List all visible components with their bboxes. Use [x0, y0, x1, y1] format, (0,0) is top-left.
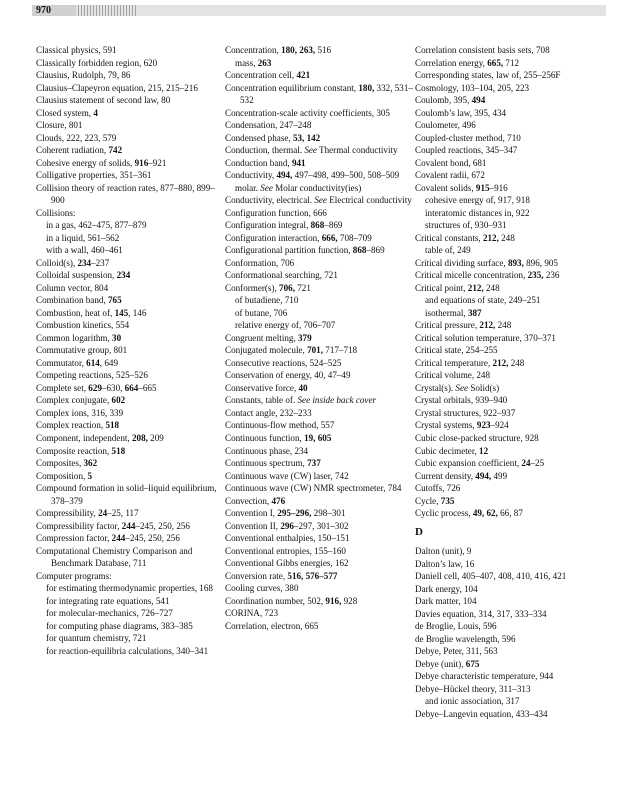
- index-entry: Debye–Langevin equation, 433–434: [415, 708, 548, 719]
- index-entry: Clouds, 222, 223, 579: [36, 132, 117, 143]
- index-entry: Dark matter, 104: [415, 596, 477, 607]
- index-entry: Covalent radii, 672: [415, 170, 485, 181]
- index-entry: Compressibility factor, 244–245, 250, 256: [36, 520, 190, 531]
- index-entry: Conduction band, 941: [225, 157, 306, 168]
- index-entry: Convention I, 295–296, 298–301: [225, 508, 346, 519]
- index-column-1: [36, 44, 222, 657]
- index-entry: Continuous wave (CW) laser, 742: [225, 470, 349, 481]
- index-entry: Critical volume, 248: [415, 370, 491, 381]
- index-entry: Coherent radiation, 742: [36, 145, 123, 156]
- index-entry: Daniell cell, 405–407, 408, 410, 416, 421: [415, 571, 567, 582]
- index-entry: Crystal orbitals, 939–940: [415, 395, 508, 406]
- index-entry: Crystal structures, 922–937: [415, 407, 516, 418]
- index-entry: Critical pressure, 212, 248: [415, 320, 512, 331]
- index-entry: Condensed phase, 53, 142: [225, 132, 321, 143]
- index-entry: Concentration equilibrium constant, 180, 332, 531–532: [225, 82, 413, 106]
- index-entry: Dalton’s law, 16: [415, 558, 475, 569]
- index-entry: Convection, 476: [225, 495, 286, 506]
- index-entry: Dark energy, 104: [415, 583, 478, 594]
- index-entry: Continuous function, 19, 605: [225, 432, 332, 443]
- index-entry: Complex reaction, 518: [36, 420, 120, 431]
- index-entry: Classically forbidden region, 620: [36, 57, 158, 68]
- index-entry: Conservative force, 40: [225, 382, 308, 393]
- index-entry: Concentration cell, 421: [225, 70, 311, 81]
- index-entry: Conventional entropies, 155–160: [225, 545, 346, 556]
- index-entry: Cooling curves, 380: [225, 583, 299, 594]
- index-entry: Critical state, 254–255: [415, 345, 498, 356]
- index-entry: Corresponding states, law of, 255–256F: [415, 70, 561, 81]
- index-entry: Collisions:: [36, 207, 76, 218]
- index-entry: Correlation consistent basis sets, 708: [415, 45, 550, 55]
- index-entry: Cyclic process, 49, 62, 66, 87: [415, 508, 523, 519]
- index-entry: Closure, 801: [36, 120, 83, 131]
- index-entry: Configuration integral, 868–869: [225, 220, 343, 231]
- index-entry: Coulomb, 395, 494: [415, 95, 486, 106]
- index-subentry: in a gas, 462–475, 877–879: [46, 220, 147, 231]
- index-entry: Conductivity, 494, 497–498, 499–500, 508–509: [225, 170, 400, 181]
- index-entry: Composite reaction, 518: [36, 445, 126, 456]
- index-subentry: isothermal, 387: [425, 307, 482, 318]
- index-entry: Combustion, heat of, 145, 146: [36, 307, 147, 318]
- index-entry: Correlation energy, 665, 712: [415, 57, 520, 68]
- index-entry: Colloid(s), 234–237: [36, 257, 110, 268]
- index-entry: Combination band, 765: [36, 295, 122, 306]
- index-entry: Conduction, thermal. See Thermal conductivity: [225, 145, 398, 156]
- index-entry: Cubic close-packed structure, 928: [415, 432, 539, 443]
- index-subentry: cohesive energy of, 917, 918: [425, 195, 530, 206]
- index-entry: Classical physics, 591: [36, 45, 117, 55]
- index-entry: Compressibility, 24–25, 117: [36, 508, 139, 519]
- index-entry: Complete set, 629–630, 664–665: [36, 382, 157, 393]
- index-entry: Conformer(s), 706, 721: [225, 282, 311, 293]
- index-entry: Coulometer, 496: [415, 120, 476, 131]
- index-entry: de Broglie wavelength, 596: [415, 633, 516, 644]
- index-entry: Continuous wave (CW) NMR spectrometer, 784: [225, 483, 402, 494]
- index-subentry: for molecular-mechanics, 726–727: [46, 608, 173, 619]
- index-entry: Debye–Hückel theory, 311–313: [415, 683, 531, 694]
- index-entry: Colloidal suspension, 234: [36, 270, 131, 281]
- index-entry: Complex ions, 316, 339: [36, 407, 124, 418]
- index-entry: Continuous-flow method, 557: [225, 420, 335, 431]
- index-entry: Condensation, 247–248: [225, 120, 312, 131]
- index-entry: Critical constants, 212, 248: [415, 232, 515, 243]
- index-entry: Current density, 494, 499: [415, 470, 508, 481]
- index-entry: Crystal systems, 923–924: [415, 420, 509, 431]
- index-subentry: and ionic association, 317: [425, 696, 520, 707]
- index-subentry: structures of, 930–931: [425, 220, 507, 231]
- index-subentry: table of, 249: [425, 245, 471, 256]
- page-number: 970: [32, 5, 76, 16]
- index-subentry: for integrating rate equations, 541: [46, 595, 170, 606]
- index-subentry: molar. See Molar conductivity(ies): [235, 182, 362, 193]
- index-subentry: of butadiene, 710: [235, 295, 299, 306]
- index-entry: Cubic decimeter, 12: [415, 445, 489, 456]
- index-entry: CORINA, 723: [225, 608, 279, 619]
- index-entry: Conformation, 706: [225, 257, 295, 268]
- index-entry: Critical dividing surface, 893, 896, 905: [415, 257, 558, 268]
- header-pattern: [78, 5, 138, 16]
- index-entry: Correlation, electron, 665: [225, 620, 319, 631]
- index-entry: Conjugated molecule, 701, 717–718: [225, 345, 358, 356]
- index-entry: Conformational searching, 721: [225, 270, 338, 281]
- index-entry: Conversion rate, 516, 576–577: [225, 570, 338, 581]
- index-entry: Coordination number, 502, 916, 928: [225, 595, 358, 606]
- index-entry: Cosmology, 103–104, 205, 223: [415, 82, 530, 93]
- index-entry: Crystal(s). See Solid(s): [415, 382, 500, 393]
- index-entry: Combustion kinetics, 554: [36, 320, 130, 331]
- index-entry: Congruent melting, 379: [225, 332, 312, 343]
- index-column-2: [225, 44, 413, 632]
- index-entry: Composition, 5: [36, 470, 93, 481]
- index-entry: Critical solution temperature, 370–371: [415, 332, 556, 343]
- index-entry: Computational Chemistry Comparison and Benchmark Database, 711: [36, 545, 193, 569]
- index-subentry: of butane, 706: [235, 307, 288, 318]
- index-entry: Debye, Peter, 311, 563: [415, 646, 498, 657]
- index-entry: Conventional Gibbs energies, 162: [225, 558, 349, 569]
- index-entry: Critical micelle concentration, 235, 236: [415, 270, 560, 281]
- index-entry: Debye characteristic temperature, 944: [415, 671, 554, 682]
- index-entry: Cycle, 735: [415, 495, 455, 506]
- index-entry: Concentration, 180, 263, 516: [225, 45, 332, 55]
- index-subentry: interatomic distances in, 922: [425, 207, 530, 218]
- index-subentry: for estimating thermodynamic properties, 168: [46, 583, 213, 594]
- index-entry: Commutative group, 801: [36, 345, 128, 356]
- index-entry: Configuration interaction, 666, 708–709: [225, 232, 372, 243]
- index-entry: Debye (unit), 675: [415, 658, 480, 669]
- index-entry: Critical point, 212, 248: [415, 282, 500, 293]
- index-entry: de Broglie, Louis, 596: [415, 621, 497, 632]
- index-entry: Coulomb’s law, 395, 434: [415, 107, 507, 118]
- index-entry: Conventional enthalpies, 150–151: [225, 533, 350, 544]
- index-entry: Clausius–Clapeyron equation, 215, 215–216: [36, 82, 198, 93]
- index-entry: Configurational partition function, 868–869: [225, 245, 385, 256]
- index-entry: Constants, table of. See inside back cover: [225, 395, 377, 406]
- index-entry: Colligative properties, 351–361: [36, 170, 152, 181]
- index-entry: Coupled-cluster method, 710: [415, 132, 521, 143]
- index-entry: Concentration-scale activity coefficients, 305: [225, 107, 390, 118]
- index-subentry: in a liquid, 561–562: [46, 232, 120, 243]
- index-entry: Covalent bond, 681: [415, 157, 487, 168]
- index-entry: Contact angle, 232–233: [225, 407, 312, 418]
- index-entry: Commutator, 614, 649: [36, 357, 118, 368]
- index-entry: Davies equation, 314, 317, 333–334: [415, 608, 547, 619]
- index-entry: Competing reactions, 525–526: [36, 370, 148, 381]
- index-entry: Continuous spectrum, 737: [225, 458, 321, 469]
- index-entry: Compression factor, 244–245, 250, 256: [36, 533, 180, 544]
- index-entry: Cubic expansion coefficient, 24–25: [415, 458, 545, 469]
- index-subentry: for reaction-equilibria calculations, 340–341: [46, 645, 209, 656]
- index-entry: Computer programs:: [36, 570, 112, 581]
- index-entry: Closed system, 4: [36, 107, 98, 118]
- index-entry: Critical temperature, 212, 248: [415, 357, 525, 368]
- index-subentry: relative energy of, 706–707: [235, 320, 336, 331]
- index-column-3: [415, 44, 623, 720]
- index-entry: Consecutive reactions, 524–525: [225, 357, 342, 368]
- index-entry: Common logarithm, 30: [36, 332, 122, 343]
- index-entry: Collision theory of reaction rates, 877–880, 899–900: [36, 182, 215, 206]
- index-entry: Composites, 362: [36, 458, 98, 469]
- index-entry: Clausius, Rudolph, 79, 86: [36, 70, 131, 81]
- index-entry: Conductivity, electrical. See Electrical conductivity: [225, 195, 412, 206]
- index-entry: Coupled reactions, 345–347: [415, 145, 518, 156]
- section-letter: D: [415, 525, 423, 538]
- index-entry: Column vector, 804: [36, 282, 109, 293]
- index-entry: Cohesive energy of solids, 916–921: [36, 157, 167, 168]
- index-entry: Covalent solids, 915–916: [415, 182, 508, 193]
- index-subentry: mass, 263: [235, 57, 272, 68]
- index-entry: Configuration function, 666: [225, 207, 327, 218]
- index-entry: Clausius statement of second law, 80: [36, 95, 171, 106]
- index-subentry: with a wall, 460–461: [46, 245, 123, 256]
- index-entry: Complex conjugate, 602: [36, 395, 126, 406]
- index-entry: Dalton (unit), 9: [415, 546, 472, 557]
- index-entry: Convention II, 296–297, 301–302: [225, 520, 349, 531]
- index-subentry: and equations of state, 249–251: [425, 295, 541, 306]
- index-entry: Cutoffs, 726: [415, 483, 461, 494]
- index-entry: Conservation of energy, 40, 47–49: [225, 370, 351, 381]
- page-header-bar: [32, 5, 606, 16]
- index-entry: Compound formation in solid–liquid equilibrium, 378–379: [36, 483, 217, 506]
- index-entry: Continuous phase, 234: [225, 445, 309, 456]
- index-entry: Component, independent, 208, 209: [36, 432, 164, 443]
- index-subentry: for computing phase diagrams, 383–385: [46, 620, 193, 631]
- index-subentry: for quantum chemistry, 721: [46, 633, 147, 644]
